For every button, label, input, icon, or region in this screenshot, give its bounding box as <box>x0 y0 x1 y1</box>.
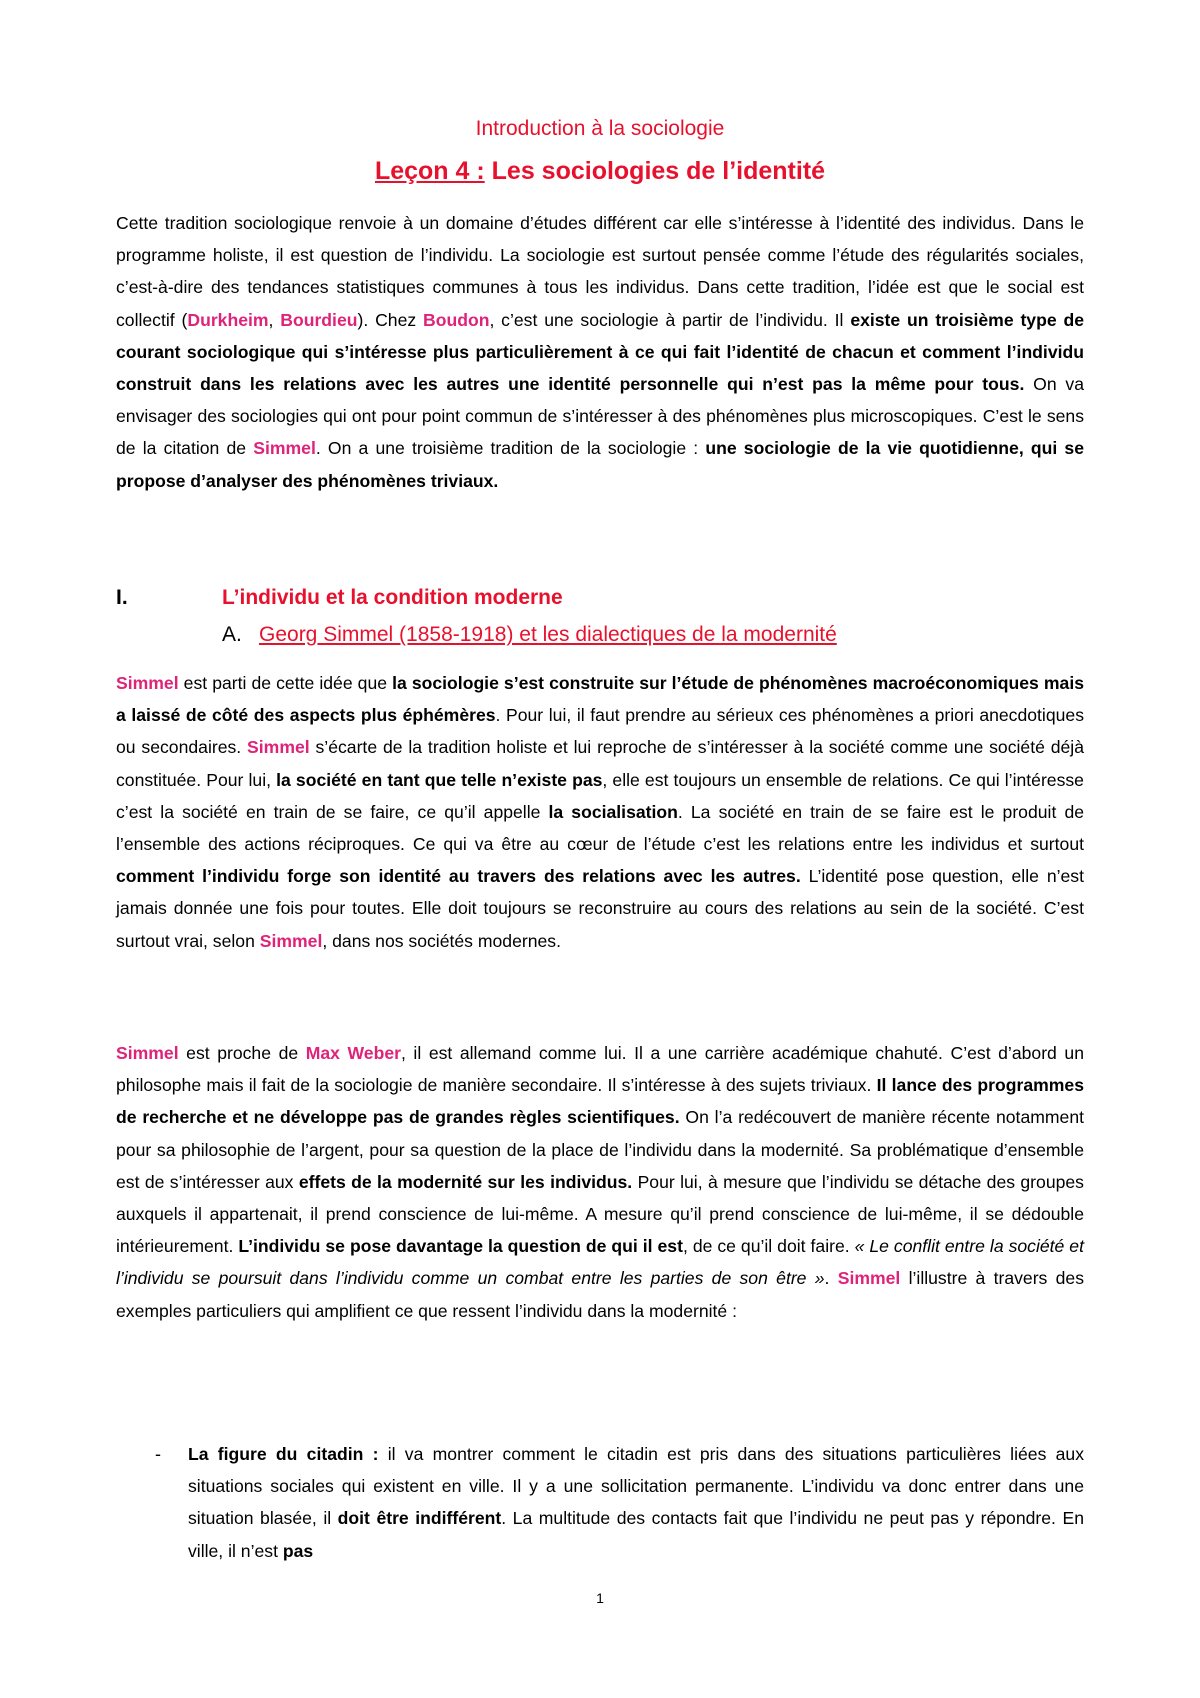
lesson-title: Les sociologies de l’identité <box>491 157 826 185</box>
bold-run: doit être indifférent <box>337 1508 502 1529</box>
bold-run: la socialisation <box>548 801 678 822</box>
text-run: , <box>268 309 281 330</box>
author-boudon: Boudon <box>423 309 490 330</box>
author-simmel: Simmel <box>116 673 179 693</box>
author-simmel: Simmel <box>253 438 316 459</box>
bullet-dash: - <box>155 1444 161 1464</box>
bold-run: effets de la modernité sur les individus. <box>298 1171 633 1192</box>
text-run: est parti de cette idée que <box>178 673 393 693</box>
author-simmel: Simmel <box>247 737 310 758</box>
bold-run: existe un troisième type de courant sociologique qui s’intéresse plus particulièrement à ce qui fait l’identité de chacun et comment l’individu construit dans les relations avec les autres une identité personnelle qui n’est pas la même pour tous. <box>116 309 1084 395</box>
text-run: , dans nos sociétés modernes. <box>322 930 561 951</box>
author-simmel: Simmel <box>259 930 323 951</box>
text-run: , elle est toujours un ensemble de relations. Ce qui l’intéresse c’est la société en train de se faire, ce qu’il appelle <box>116 769 1084 822</box>
page-number: 1 <box>596 1590 604 1606</box>
text-run: , il est allemand comme lui. Il a une carrière académique chahuté. C’est d’abord un philosophe mais il fait de la sociologie de manière secondaire. Il s’intéresse à des sujets triviaux. <box>116 1043 1084 1096</box>
course-title: Introduction à la sociologie <box>475 117 725 140</box>
lesson-label: Leçon 4 : <box>374 157 485 185</box>
author-simmel: Simmel <box>116 1043 179 1063</box>
bold-run: une sociologie de la vie quotidienne, qui se propose d’analyser des phénomènes triviaux. <box>116 438 1084 491</box>
text-run: On l’a redécouvert de manière récente notamment pour sa philosophie de l’argent, pour sa question de la place de l’individu dans la modernité. Sa problématique d’ensemble est de s’intéresser aux <box>116 1107 1084 1192</box>
author-bourdieu: Bourdieu <box>280 309 358 330</box>
paragraph-simmel-2 <box>116 1037 1084 1327</box>
text-run: s’écarte de la tradition holiste et lui reproche de s’intéresser à la société comme une société déjà constituée. Pour lui, <box>116 737 1084 790</box>
author-durkheim: Durkheim <box>187 309 269 330</box>
text-run: , c’est une sociologie à partir de l’individu. Il <box>489 309 851 330</box>
bold-run: la sociologie s’est construite sur l’étude de phénomènes macroéconomiques mais a laissé de côté des aspects plus éphémères <box>116 673 1084 726</box>
lesson-heading <box>0 155 1200 187</box>
text-run: On va envisager des sociologies qui ont pour point commun de s’intéresser à des phénomènes plus microscopiques. C’est le sens de la citation de <box>116 374 1084 459</box>
intro-paragraph <box>116 207 1084 497</box>
author-weber: Max Weber <box>305 1043 401 1063</box>
bold-run: L’individu se pose davantage la question de qui il est <box>238 1236 683 1257</box>
bold-run: la société en tant que telle n’existe pas <box>276 769 603 790</box>
paragraph-simmel-1 <box>116 667 1084 957</box>
bold-run: La figure du citadin : <box>188 1444 379 1464</box>
author-simmel: Simmel <box>837 1268 901 1289</box>
bold-run: pas <box>282 1540 314 1561</box>
text-run: L’identité pose question, elle n’est jamais donnée une fois pour toutes. Elle doit toujours se reconstruire au cours des relations au sein de la société. C’est surtout vrai, selon <box>116 866 1084 951</box>
text-run: Pour lui, à mesure que l’individu se détache des groupes auxquels il appartenait, il prend conscience de lui-même. A mesure qu’il prend conscience de lui-même, il se dédouble intérieurement. <box>116 1171 1084 1257</box>
quote-run: « Le conflit entre la société et l’individu se poursuit dans l’individu comme un combat entre les parties de son être » <box>116 1236 1084 1289</box>
text-run: , de ce qu’il doit faire. <box>682 1236 855 1257</box>
text-run: . La société en train de se faire est le produit de l’ensemble des actions réciproques. Ce qui va être au cœur de l’étude c’est les relations entre les individus et surtout <box>116 801 1085 855</box>
text-run: l’illustre à travers des exemples particuliers qui amplifient ce que ressent l’individu dans la modernité : <box>116 1268 1084 1321</box>
text-run: Cette tradition sociologique renvoie à un domaine d’études différent car elle s’intéresse à l’identité des individus. Dans le programme holiste, il est question de l’individu. La sociologie est surtout pensée comme l’étude des régularités sociales, c’est-à-dire des tendances statistiques communes à tous les individus. Dans cette tradition, l’idée est que le social est collectif ( <box>116 213 1084 330</box>
bold-run: Il lance des programmes de recherche et ne développe pas de grandes règles scientifiques. <box>116 1075 1085 1128</box>
text-run: est proche de <box>178 1043 306 1063</box>
text-run: . La multitude des contacts fait que l’individu ne peut pas y répondre. En ville, il n’est <box>188 1508 1084 1561</box>
text-run: ). Chez <box>357 309 423 330</box>
text-run: . <box>824 1268 838 1289</box>
text-run: il va montrer comment le citadin est pris dans des situations particulières liées aux situations sociales qui existent en ville. Il y a une sollicitation permanente. L’individu va donc entrer dans une situation blasée, il <box>188 1444 1084 1529</box>
subsection-number: A. <box>222 623 242 646</box>
bullet-citadin <box>188 1438 1084 1567</box>
subsection-title: Georg Simmel (1858-1918) et les dialectiques de la modernité <box>259 623 837 646</box>
section-title: L’individu et la condition moderne <box>222 586 563 609</box>
bold-run: comment l’individu forge son identité au travers des relations avec les autres. <box>116 866 801 887</box>
section-number: I. <box>116 586 128 609</box>
text-run: . Pour lui, il faut prendre au sérieux ces phénomènes a priori anecdotiques ou secondaires. <box>116 705 1084 758</box>
text-run: . On a une troisième tradition de la sociologie : <box>315 438 706 459</box>
